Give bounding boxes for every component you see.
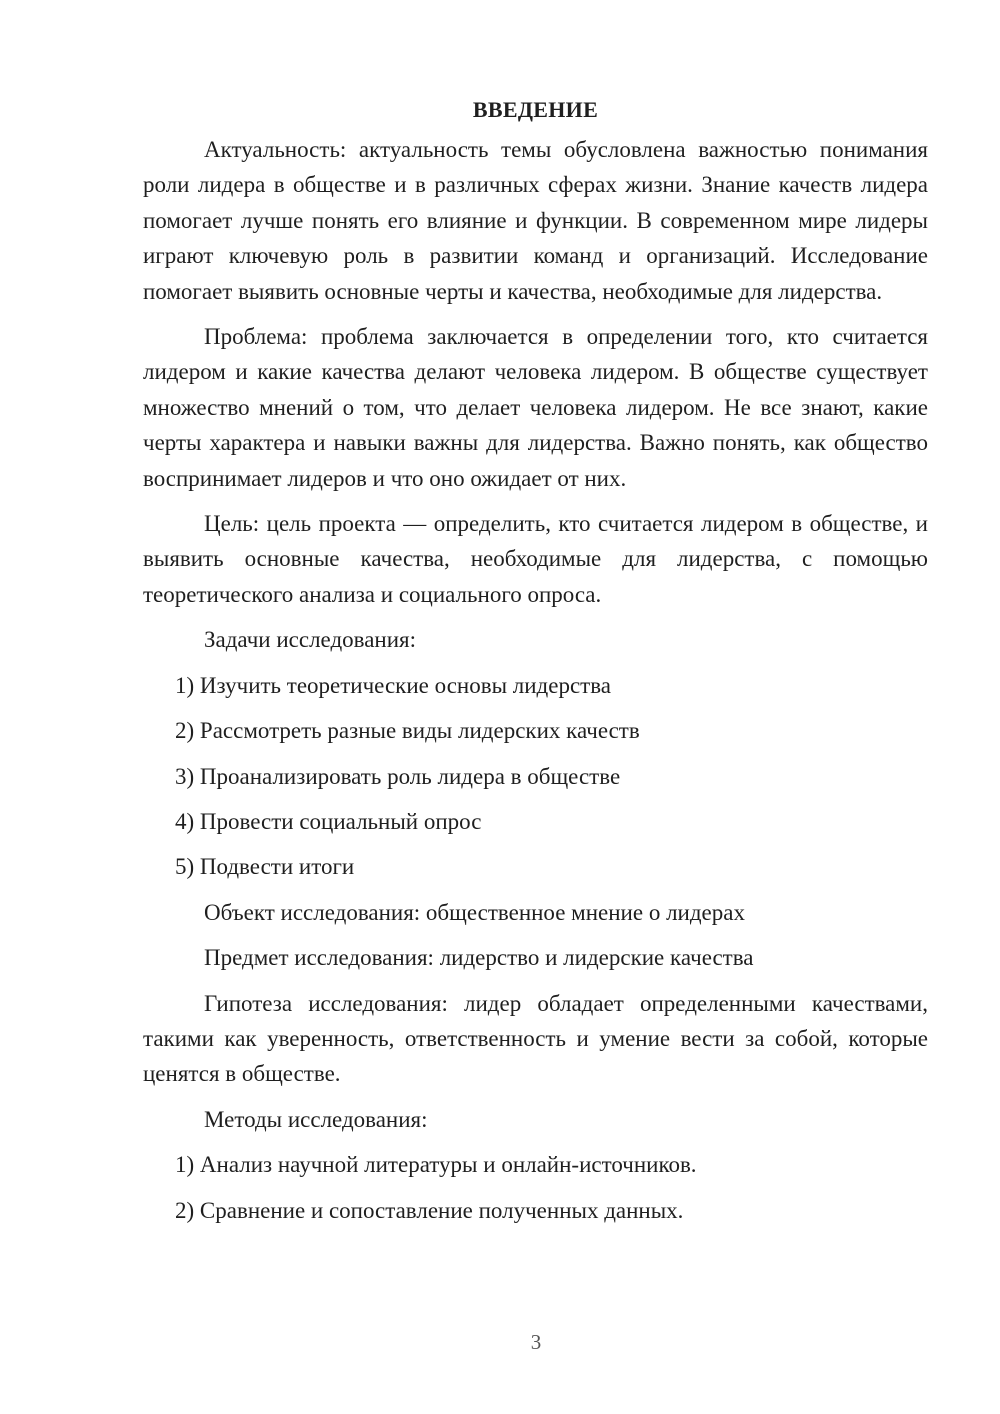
section-title: ВВЕДЕНИЕ	[472, 97, 599, 122]
task-item: 5) Подвести итоги	[175, 854, 355, 880]
goal-paragraph: Цель: цель проекта — определить, кто считается лидером в обществе, и выявить основные качества, необходимые для лидерства, с помощью теоретического анализа и социального опроса.	[143, 511, 928, 607]
research-object: Объект исследования: общественное мнение о лидерах	[204, 899, 745, 925]
page-number: 3	[530, 1330, 542, 1354]
problem-paragraph: Проблема: проблема заключается в определении того, кто считается лидером и какие качества делают человека лидером. В обществе существует множество мнений о том, что делает человека лидером. Не все знают, какие черты характера и навыки важны для лидерства. Важно понять, как общество воспринимает лидеров и что оно ожидает от них.	[143, 324, 928, 491]
method-item: 2) Сравнение и сопоставление полученных данных.	[175, 1197, 684, 1223]
tasks-heading: Задачи исследования:	[204, 627, 417, 653]
method-item: 1) Анализ научной литературы и онлайн-источников.	[175, 1152, 697, 1178]
document-page	[143, 92, 928, 1238]
hypothesis-paragraph: Гипотеза исследования: лидер обладает определенными качествами, такими как уверенность, ответственность и умение вести за собой, которые ценятся в обществе.	[143, 990, 928, 1087]
task-item: 3) Проанализировать роль лидера в обществе	[175, 763, 621, 789]
relevance-paragraph: Актуальность: актуальность темы обусловлена важностью понимания роли лидера в обществе и в различных сферах жизни. Знание качеств лидера помогает лучше понять его влияние и функции. В современном мире лидеры играют ключевую роль в развитии команд и организаций. Исследование помогает выявить основные черты и качества, необходимые для лидерства.	[143, 137, 928, 304]
task-item: 4) Провести социальный опрос	[175, 808, 482, 834]
research-subject: Предмет исследования: лидерство и лидерские качества	[204, 945, 754, 971]
methods-heading: Методы исследования:	[204, 1106, 428, 1132]
task-item: 1) Изучить теоретические основы лидерства	[175, 672, 611, 698]
task-item: 2) Рассмотреть разные виды лидерских качеств	[175, 718, 640, 744]
